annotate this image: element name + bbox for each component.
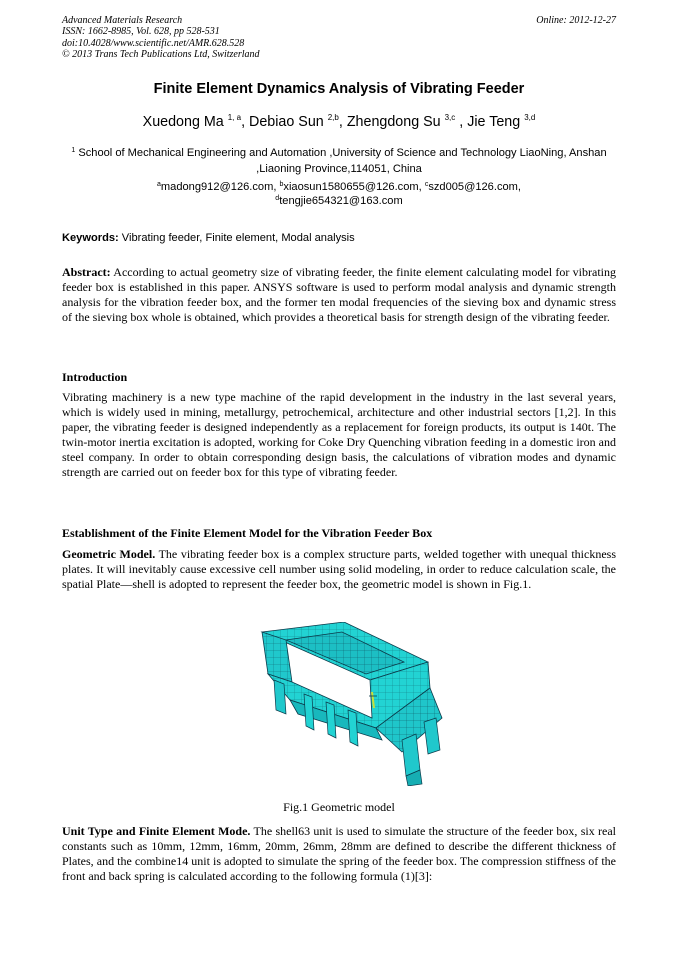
email-mark: c [424, 181, 429, 188]
doi-line: doi:10.4028/www.scientific.net/AMR.628.528 [62, 37, 245, 49]
author-affil-mark: 3,c [444, 113, 456, 122]
running-header [62, 15, 260, 60]
feeder-box-model [262, 622, 442, 786]
email-address: xiaosun1580655@126.com, [283, 181, 425, 193]
email-address: szd005@126.com, [428, 181, 521, 193]
author-list: Xuedong Ma $^{1, a}$, Debiao Sun $^{2,b}$, Zhengdong Su $^{3,c}$ , Jie Teng $^{3,d}$ [142, 113, 536, 130]
author-name: Debiao Sun [249, 114, 324, 130]
figure-caption: Fig.1 Geometric model [283, 800, 395, 814]
author-affil-mark: 3,d [524, 113, 536, 122]
fe-model-figure [252, 622, 448, 786]
affiliation-text: School of Mechanical Engineering and Automation ,University of Science and Technology LiaoNing, Anshan ,Liaoning Province,114051, China [78, 147, 607, 175]
abstract [62, 265, 616, 325]
online-date: Online: 2012-12-27 [536, 15, 616, 26]
abstract-label: Abstract: [62, 265, 111, 279]
geometric-model-label: Geometric Model. [62, 547, 156, 561]
abstract-text: According to actual geometry size of vibrating feeder, the finite element calculating model for vibrating feeder box is established in this paper. ANSYS software is used to perform modal analysis and dynamic strength analysis for the vibration feeder box, and the former ten modal frequencies of the sieving box and dynamic stress of the sieving box whole is obtained, which provides a theoretical basis for strength design of the vibrating feeder. [62, 265, 616, 324]
geometric-model-text: The vibrating feeder box is a complex structure parts, welded together with unequal thickness plates. It will inevitably cause excessive cell number using solid modeling, in order to reduce calculation scale, the spatial Plate—shell is adopted to represent the feeder box, the geometric model is shown in Fig.1. [62, 547, 616, 591]
copyright-line: © 2013 Trans Tech Publications Ltd, Switzerland [62, 48, 260, 60]
introduction-body: Vibrating machinery is a new type machine of the rapid development in the industry in the last several years, which is widely used in mining, metallurgy, petrochemical, architecture and other industrial sectors [1,2]. In this paper, the vibrating feeder is designed independently as a replacement for foreign products, its output is 140t. The twin-motor inertia excitation is adopted, working for Coke Dry Quenching vibration feeding in a domestic iron and steel company. In order to obtain corresponding design basis, the calculations of vibration modes and dynamic strength are carried out on feeder box for this type of vibrating feeder. [62, 390, 616, 479]
affiliation [62, 145, 616, 177]
unit-type-text: The shell63 unit is used to simulate the structure of the feeder box, six real constants such as 10mm, 12mm, 16mm, 20mm, 26mm, 28mm are defined to describe the different thickness of Plates, and the combine14 unit is adopted to simulate the spring of the feeder box. The compression stiffness of the front and back spring is calculated according to the following formula (1)[3]: [62, 824, 617, 883]
email-mark: b [279, 181, 284, 188]
author-name: Xuedong Ma [142, 114, 224, 130]
author-name: Zhengdong Su [346, 114, 441, 130]
email-mark: d [275, 195, 280, 203]
email-address: madong912@126.com, [160, 181, 280, 193]
email-address: tengjie654321@163.com [279, 195, 403, 208]
geometric-model-paragraph [62, 547, 616, 592]
author-name: Jie Teng [467, 114, 521, 130]
journal-name: Advanced Materials Research [62, 15, 183, 26]
issn-line: ISSN: 1662-8985, Vol. 628, pp 528-531 [62, 26, 220, 38]
unit-type-paragraph [62, 824, 616, 884]
email-mark: a [157, 181, 161, 188]
unit-type-label: Unit Type and Finite Element Mode. [62, 824, 251, 838]
affiliation-mark: 1 [71, 147, 76, 154]
keywords [62, 232, 616, 244]
author-affil-mark: 2,b [327, 113, 339, 122]
keywords-label: Keywords: [62, 232, 119, 244]
section-heading: Establishment of the Finite Element Model for the Vibration Feeder Box [62, 526, 433, 540]
keywords-text: Vibrating feeder, Finite element, Modal analysis [118, 232, 355, 244]
author-affil-mark: 1, a [227, 113, 242, 122]
email-list [62, 180, 616, 209]
paper-title: Finite Element Dynamics Analysis of Vibrating Feeder [153, 81, 525, 97]
introduction-heading: Introduction [62, 370, 128, 384]
